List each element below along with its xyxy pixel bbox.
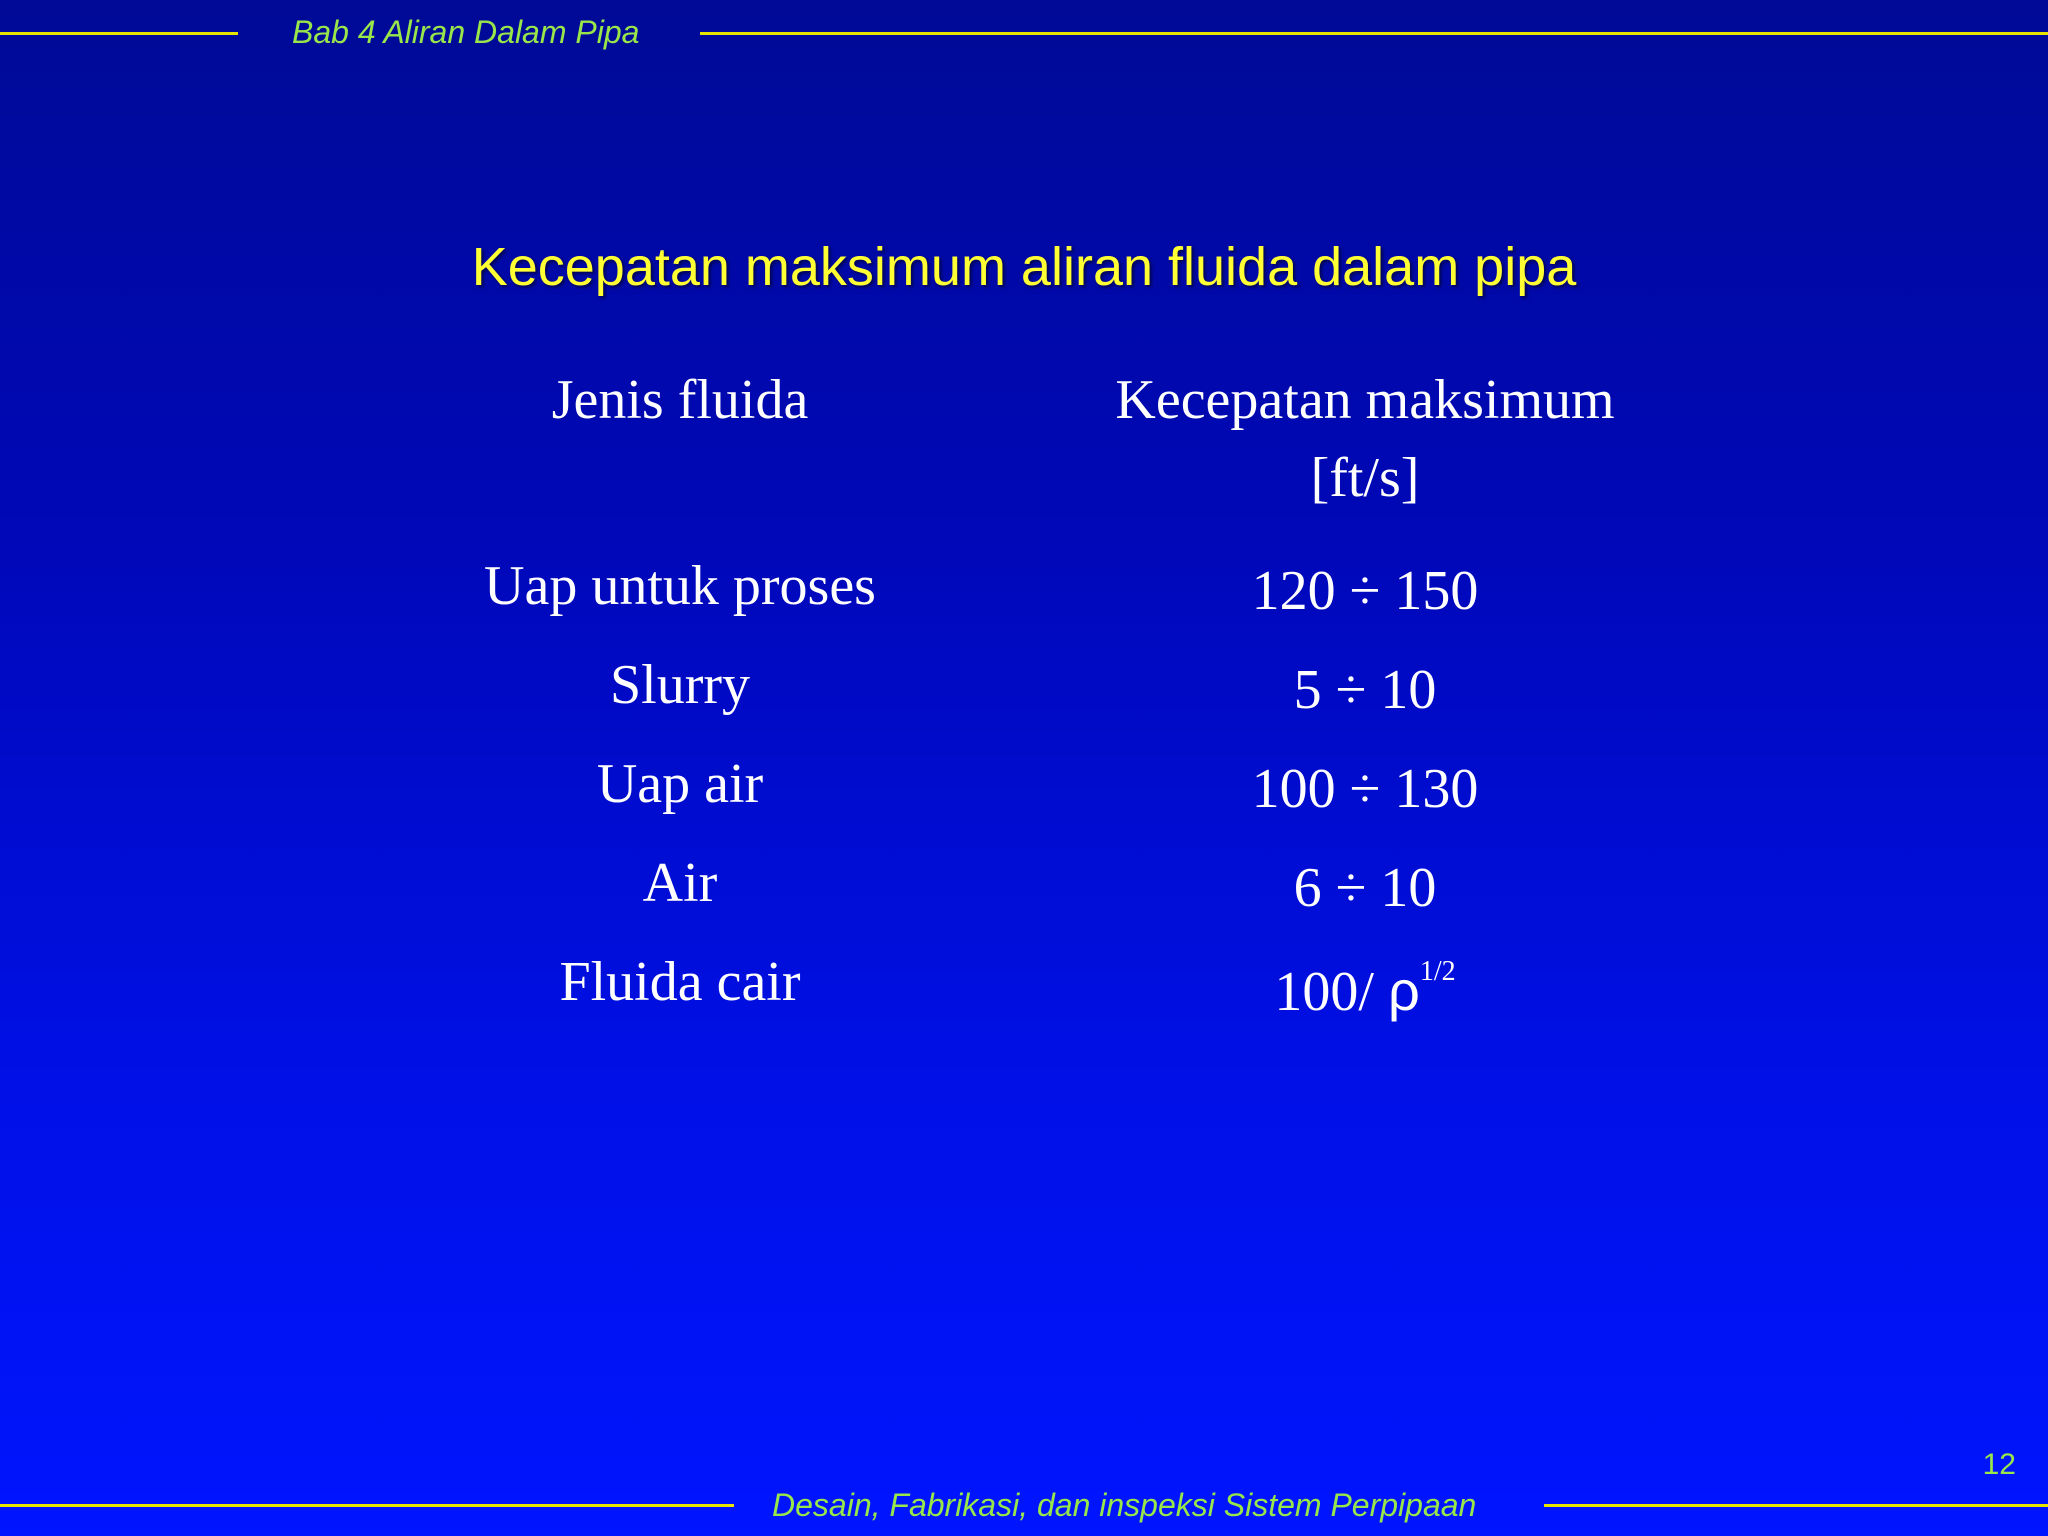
formula-exponent: 1/2: [1419, 956, 1456, 987]
footer-rule-left: [0, 1504, 734, 1507]
slide-title: Kecepatan maksimum aliran fluida dalam pipa: [471, 237, 1577, 297]
course-footer: Desain, Fabrikasi, dan inspeksi Sistem Perpipaan: [772, 1487, 1477, 1523]
table-row-fluid: Slurry: [610, 654, 750, 716]
chapter-header: Bab 4 Aliran Dalam Pipa: [292, 14, 640, 50]
column-header-unit: [ft/s]: [1310, 447, 1420, 509]
table-row-fluid: Uap untuk proses: [484, 555, 876, 617]
table-row-velocity: 120 ÷ 150: [1251, 560, 1479, 622]
rho-symbol: ρ: [1387, 959, 1420, 1022]
table-row-fluid: Fluida cair: [559, 951, 801, 1013]
table-row-velocity: 5 ÷ 10: [1293, 659, 1437, 721]
column-header-max-velocity: Kecepatan maksimum: [1115, 369, 1615, 431]
column-header-fluid-type: Jenis fluida: [551, 369, 809, 431]
table-row-velocity: 100 ÷ 130: [1251, 758, 1479, 820]
page-number: 12: [1982, 1448, 2016, 1481]
table-row-velocity: 6 ÷ 10: [1293, 857, 1437, 919]
table-row-fluid: Air: [642, 852, 718, 914]
table-row-fluid: Uap air: [596, 753, 764, 815]
table-row-velocity-formula: [1050, 957, 1680, 1024]
formula-base: 100/: [1274, 961, 1388, 1023]
footer-rule-right: [1544, 1504, 2048, 1507]
